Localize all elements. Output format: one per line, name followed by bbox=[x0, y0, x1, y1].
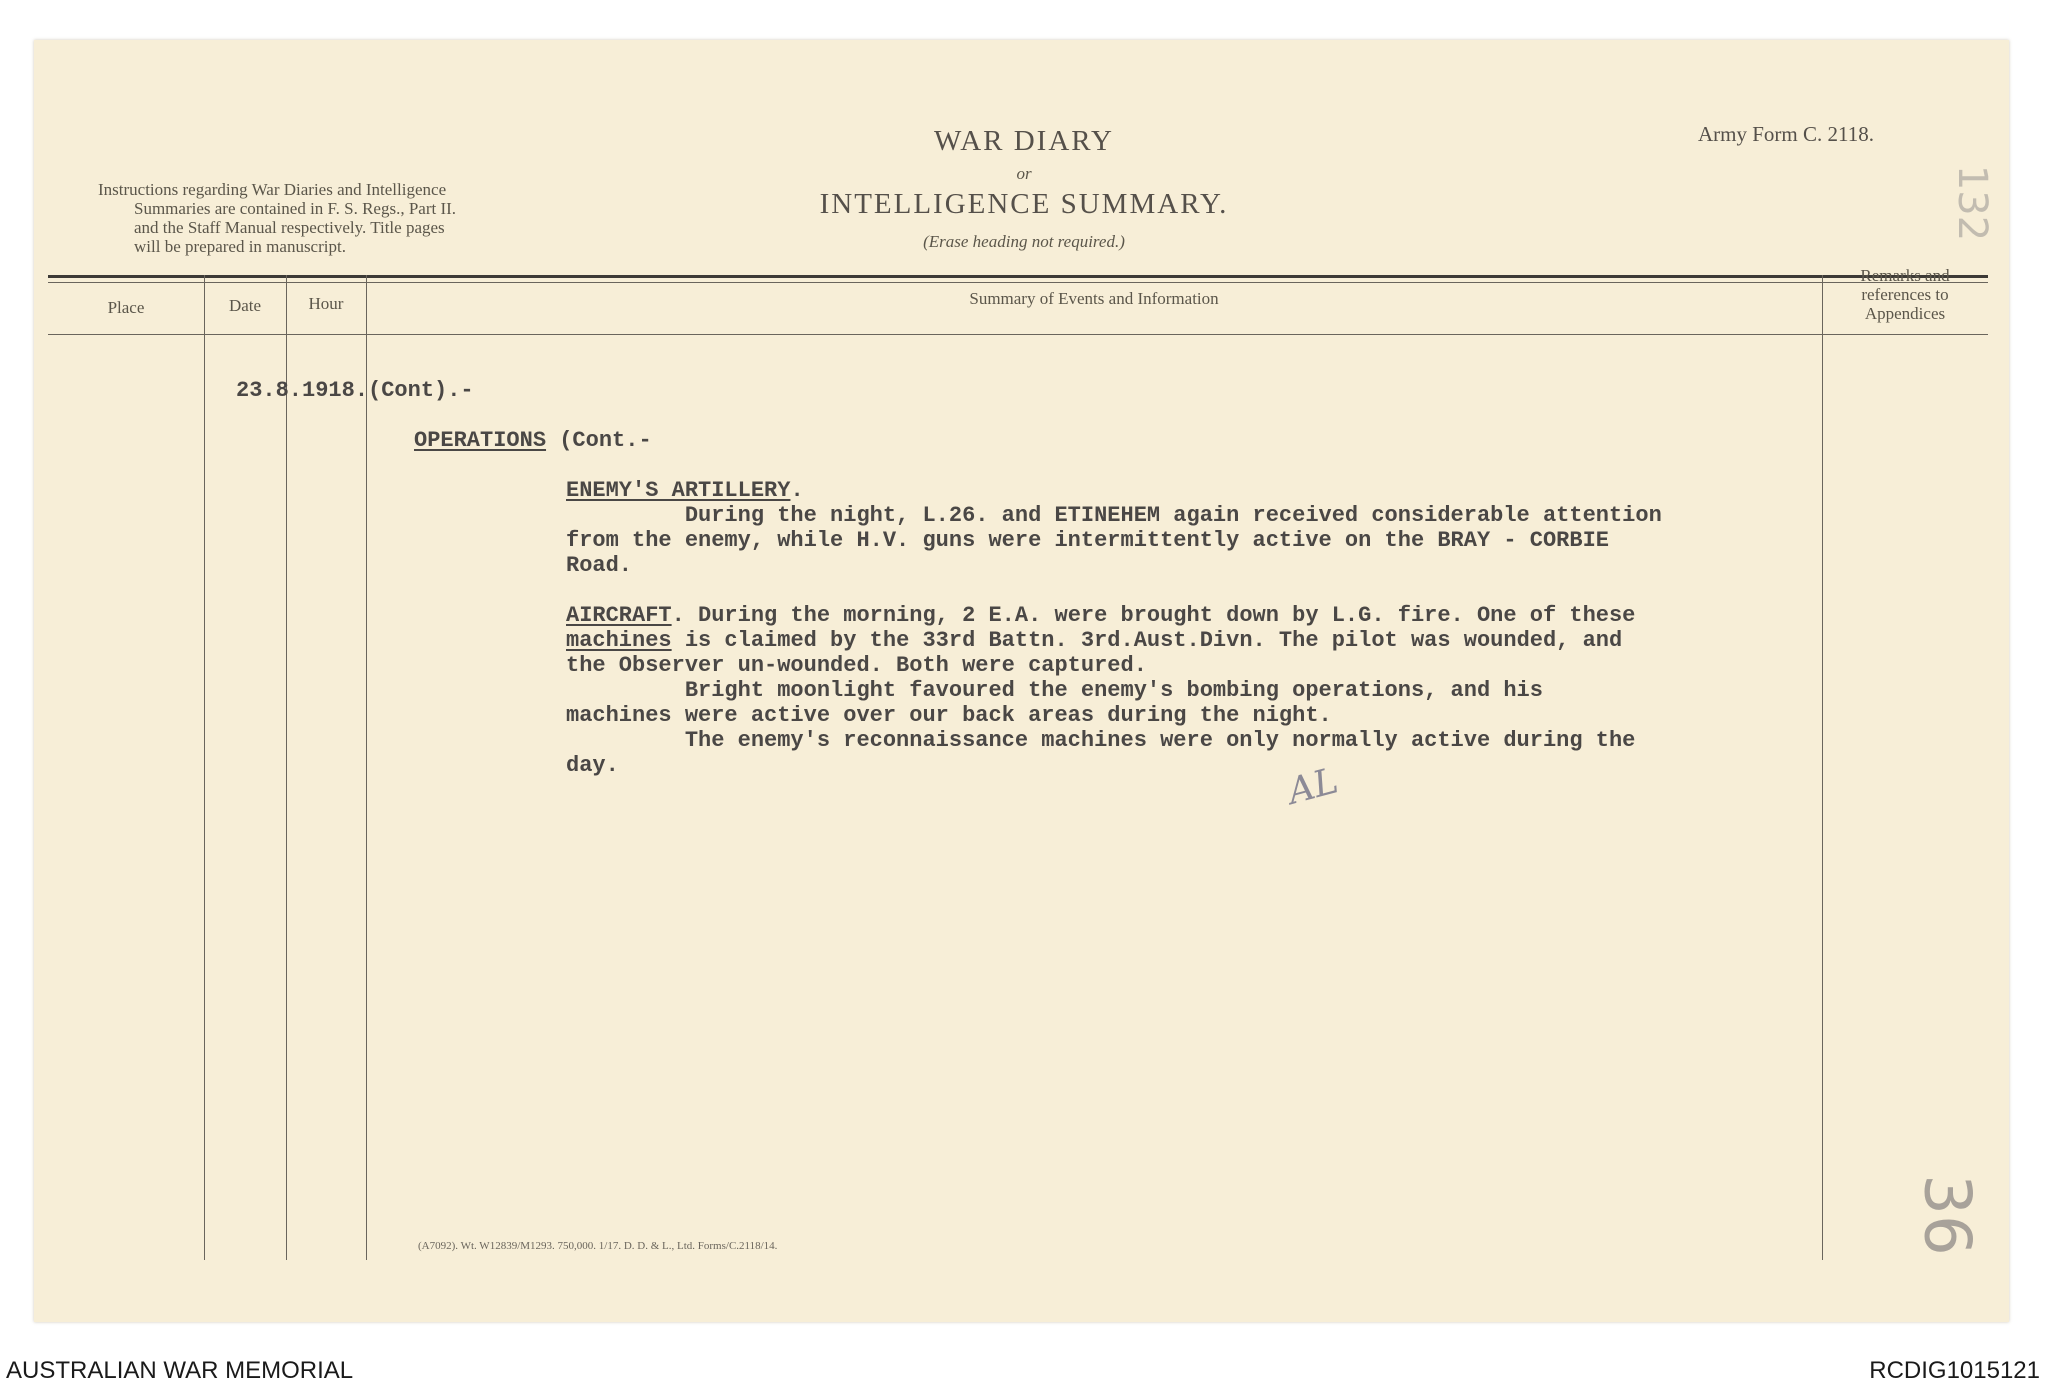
erase-heading-note: (Erase heading not required.) bbox=[923, 232, 1125, 251]
handwritten-initials: AL bbox=[1283, 760, 1343, 813]
aircraft-line: The enemy's reconnaissance machines were only normally active during the bbox=[566, 728, 1636, 753]
section-operations bbox=[414, 428, 652, 453]
aircraft-line: the Observer un-wounded. Both were captured. bbox=[566, 653, 1147, 678]
remarks-line: Appendices bbox=[1864, 304, 1946, 323]
printer-imprint: (A7092). Wt. W12839/M1293. 750,000. 1/17. D. D. & L., Ltd. Forms/C.2118/14. bbox=[418, 1240, 778, 1252]
aircraft-line: Bright moonlight favoured the enemy's bombing operations, and his bbox=[566, 678, 1543, 703]
column-header-remarks bbox=[1822, 266, 1988, 323]
artillery-line: During the night, L.26. and ETINEHEM again received considerable attention bbox=[566, 503, 1662, 528]
header-rule bbox=[48, 275, 1988, 278]
column-header-place: Place bbox=[107, 298, 145, 317]
remarks-line: Remarks and bbox=[1860, 266, 1950, 285]
pencil-page-number: 132 bbox=[1949, 164, 1996, 242]
war-diary-title: WAR DIARY bbox=[934, 125, 1114, 157]
aircraft-line: day. bbox=[566, 753, 619, 778]
column-header-rule bbox=[48, 334, 1988, 335]
aircraft-line: . During the morning, 2 E.A. were brought down by L.G. fire. One of these bbox=[671, 603, 1636, 628]
army-form-number: Army Form C. 2118. bbox=[1698, 122, 1874, 146]
instructions-line: will be prepared in manuscript. bbox=[134, 237, 346, 256]
aircraft-line: is claimed by the 33rd Battn. 3rd.Aust.Divn. The pilot was wounded, and bbox=[684, 628, 1623, 653]
aircraft-heading: AIRCRAFT bbox=[566, 603, 672, 628]
remarks-line: references to bbox=[1861, 285, 1949, 304]
header-rule-thin bbox=[48, 282, 1988, 283]
instructions-line: Instructions regarding War Diaries and Intelligence bbox=[98, 180, 447, 199]
archive-id: RCDIG1015121 bbox=[1869, 1357, 2040, 1384]
artillery-heading: ENEMY'S ARTILLERY bbox=[566, 478, 791, 503]
pencil-folio-number: 36 bbox=[1909, 1174, 1984, 1256]
column-divider bbox=[286, 275, 287, 1260]
artillery-paragraph: ENEMY'S ARTILLERY. During the night, L.26. and ETINEHEM again received considerable attention from the enemy, while H.V. guns were intermittently active on the BRAY - CORBIE Road. bbox=[566, 478, 1662, 578]
column-header-summary: Summary of Events and Information bbox=[969, 289, 1219, 308]
title-or: or bbox=[1016, 164, 1032, 183]
aircraft-underlined-word: machines bbox=[566, 628, 672, 653]
instructions-line: and the Staff Manual respectively. Title pages bbox=[134, 218, 445, 237]
intelligence-summary-title: INTELLIGENCE SUMMARY. bbox=[819, 188, 1229, 220]
column-header-hour: Hour bbox=[308, 294, 344, 313]
aircraft-line: machines were active over our back areas during the night. bbox=[566, 703, 1332, 728]
artillery-line: from the enemy, while H.V. guns were intermittently active on the BRAY - CORBIE bbox=[566, 528, 1609, 553]
aircraft-paragraph bbox=[566, 603, 1635, 778]
section-title: OPERATIONS bbox=[414, 428, 547, 453]
entry-date: 23.8.1918.(Cont).- bbox=[236, 378, 474, 403]
archive-credit: AUSTRALIAN WAR MEMORIAL bbox=[6, 1357, 354, 1384]
section-suffix: (Cont.- bbox=[546, 428, 652, 453]
column-divider bbox=[1822, 275, 1823, 1260]
instructions-line: Summaries are contained in F. S. Regs., Part II. bbox=[134, 199, 457, 218]
artillery-line: Road. bbox=[566, 553, 633, 578]
column-header-date: Date bbox=[228, 296, 262, 315]
column-divider bbox=[204, 275, 205, 1260]
column-divider bbox=[366, 275, 367, 1260]
